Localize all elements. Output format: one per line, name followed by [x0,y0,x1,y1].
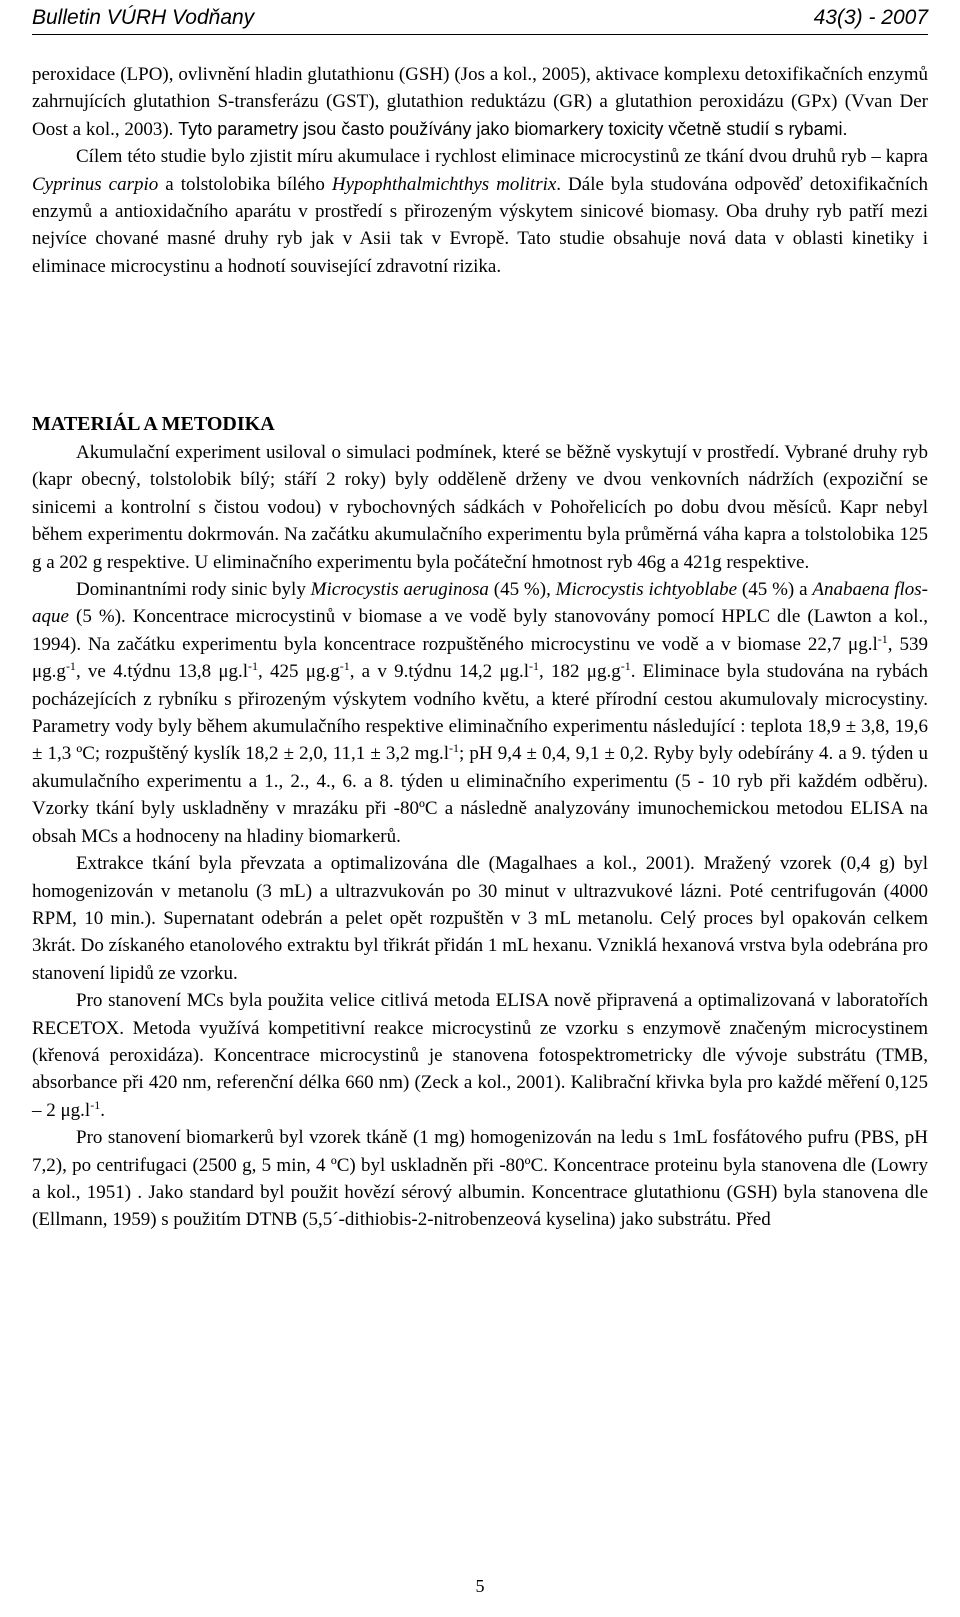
issue-number: 43(3) - 2007 [813,6,928,29]
superscript: -1 [877,631,888,646]
superscript: -1 [65,659,76,674]
methods-paragraph-5: Pro stanovení biomarkerů byl vzorek tkáně (1 mg) homogenizován na ledu s 1mL fosfátového pufru (PBS, pH 7,2), po centrifugaci (2500 g, 5 min, 4 ºC) byl uskladněn při -80ºC. Koncentrace proteinu byla stanovena dle (Lowry a kol., 1951) . Jako standard byl použit hovězí sérový albumin. Koncentrace glutathionu (GSH) byla stanovena dle (Ellmann, 1959) s použitím DTNB (5,5´-dithiobis-2-nitrobenzeová kyselina) jako substrátu. Před [32,1127,928,1231]
page-number: 5 [475,1576,485,1596]
methods-section [32,439,928,1234]
genus-name: Microcystis ichtyoblabe [555,579,738,601]
running-header [32,2,928,35]
superscript: -1 [529,659,540,674]
superscript: -1 [90,1097,101,1112]
superscript: -1 [248,659,259,674]
superscript: -1 [449,741,460,756]
superscript: -1 [339,659,350,674]
introduction-section [32,61,928,280]
intro-paragraph-1-text: peroxidace (LPO), ovlivnění hladin glutathionu (GSH) (Jos a kol., 2005), aktivace komplexu detoxifikačních enzymů zahrnujících glutathion S-transferázu (GST), glutathion reduktázu (GR) a glutathion peroxidázu (GPx) (Vvan Der Oost a kol., 2003). [32,64,928,140]
methods-paragraph-2: Dominantními rody sinic byly Microcystis aeruginosa (45 %), Microcystis ichtyoblabe (45 %) a Anabaena flos-aque (5 %). Koncentrace microcystinů v biomase a ve vodě byly stanovovány pomocí HPLC dle (Lawton a kol., 1994). Na začátku experimentu byla koncentrace rozpuštěného microcystinu ve vodě a v biomase 22,7 $\mu g.l^{-1}$, 539 $\mu g.g^{-1}$, ve 4.týdnu 13,8 $\mu g.l^{-1}$, 425 $\mu g.g^{-1}$, a v 9.týdnu 14,2 $\mu g.l^{-1}$, 182 $\mu g.g^{-1}$. Eliminace byla studována na rybách pocházejících z rybníku s přirozeným výskytem vodního květu, a které přírodní cestou akumulovaly microcystiny. Parametry vody byly během akumulačního respektive eliminačního experimentu následující : teplota 18,9 ± 3,8, 19,6 ± 1,3 ºC; rozpuštěný kyslík 18,2 ± 2,0, 11,1 ± 3,2 $mg.l^{-1}$; pH 9,4 ± 0,4, 9,1 ± 0,2. Ryby byly odebírány 4. a 9. týden u akumulačního experimentu a 1., 2., 4., 6. a 8. týden u eliminačního experimentu (5 - 10 ryb při každém odběru). Vzorky tkání byly uskladněny v mrazáku při -80ºC a následně analyzovány imunochemickou metodou ELISA na obsah MCs a hodnoceny na hladiny biomarkerů. [32,579,929,847]
methods-paragraph-4: Pro stanovení MCs byla použita velice citlivá metoda ELISA nově připravená a optimalizovaná v laboratořích RECETOX. Metoda využívá kompetitivní reakce microcystinů ze vzorku s enzymově značeným microcystinem (křenová peroxidáza). Koncentrace microcystinů je stanovena fotospektrometricky dle vývoje substrátu (TMB, absorbance při 420 nm, referenční délka 660 nm) (Zeck a kol., 2001). Kalibrační křivka byla pro každé měření 0,125 – 2 $\mu g.l^{-1}$. [32,990,928,1121]
species-name: Cyprinus carpio [32,173,159,195]
intro-paragraph-1 [32,61,928,143]
species-name: Hypophthalmichthys molitrix [331,173,557,195]
intro-paragraph-1-sans-text: Tyto parametry jsou často používány jako biomarkery toxicity včetně studií s rybami. [178,118,848,139]
intro-paragraph-2: Cílem této studie bylo zjistit míru akumulace i rychlost eliminace microcystinů ze tkání dvou druhů ryb – kapra Cyprinus carpio a tolstolobika bílého Hypophthalmichthys molitrix. Dále byla studována odpověď detoxifikačních enzymů a antioxidačního aparátu v prostředí s přirozeným výskytem sinicové biomasy. Oba druhy ryb patří mezi nejvíce chované masné druhy ryb jak v Asii tak v Evropě. Tato studie obsahuje nová data v oblasti kinetiky i eliminace microcystinu a hodnotí související zdravotní rizika. [32,146,928,277]
genus-name: Microcystis aeruginosa [310,579,489,601]
journal-title: Bulletin VÚRH Vodňany [32,6,255,29]
genus-name: Anabaena flos-aque [32,579,928,628]
section-heading-methods: MATERIÁL A METODIKA [32,413,275,435]
superscript: -1 [620,659,631,674]
methods-paragraph-1: Akumulační experiment usiloval o simulaci podmínek, které se běžně vyskytují v prostředí. Vybrané druhy ryb (kapr obecný, tolstolobik bílý; stáří 2 roky) byly odděleně drženy ve dvou venkovních nádržích (expoziční se sinicemi a kontrolní s čistou vodou) v rybochovných sádkách v Pohořelicích po dobu dvou měsíců. Kapr nebyl během experimentu dokrmován. Na začátku akumulačního experimentu byla průměrná váha kapra a tolstolobika 125 g a 202 g respektive. U eliminačního experimentu byla počáteční hmotnost ryb 46g a 421g respektive. [32,442,928,573]
methods-paragraph-3: Extrakce tkání byla převzata a optimalizována dle (Magalhaes a kol., 2001). Mražený vzorek (0,4 g) byl homogenizován v metanolu (3 mL) a ultrazvukován po 30 minut v ultrazvukové lázni. Poté centrifugován (4000 RPM, 10 min.). Supernatant odebrán a pelet opět rozpuštěn v 3 mL metanolu. Celý proces byl opakován celkem 3krát. Do získaného etanolového extraktu byl třikrát přidán 1 mL hexanu. Vzniklá hexanová vrstva byla odebrána pro stanovení lipidů ze vzorku. [32,853,928,984]
